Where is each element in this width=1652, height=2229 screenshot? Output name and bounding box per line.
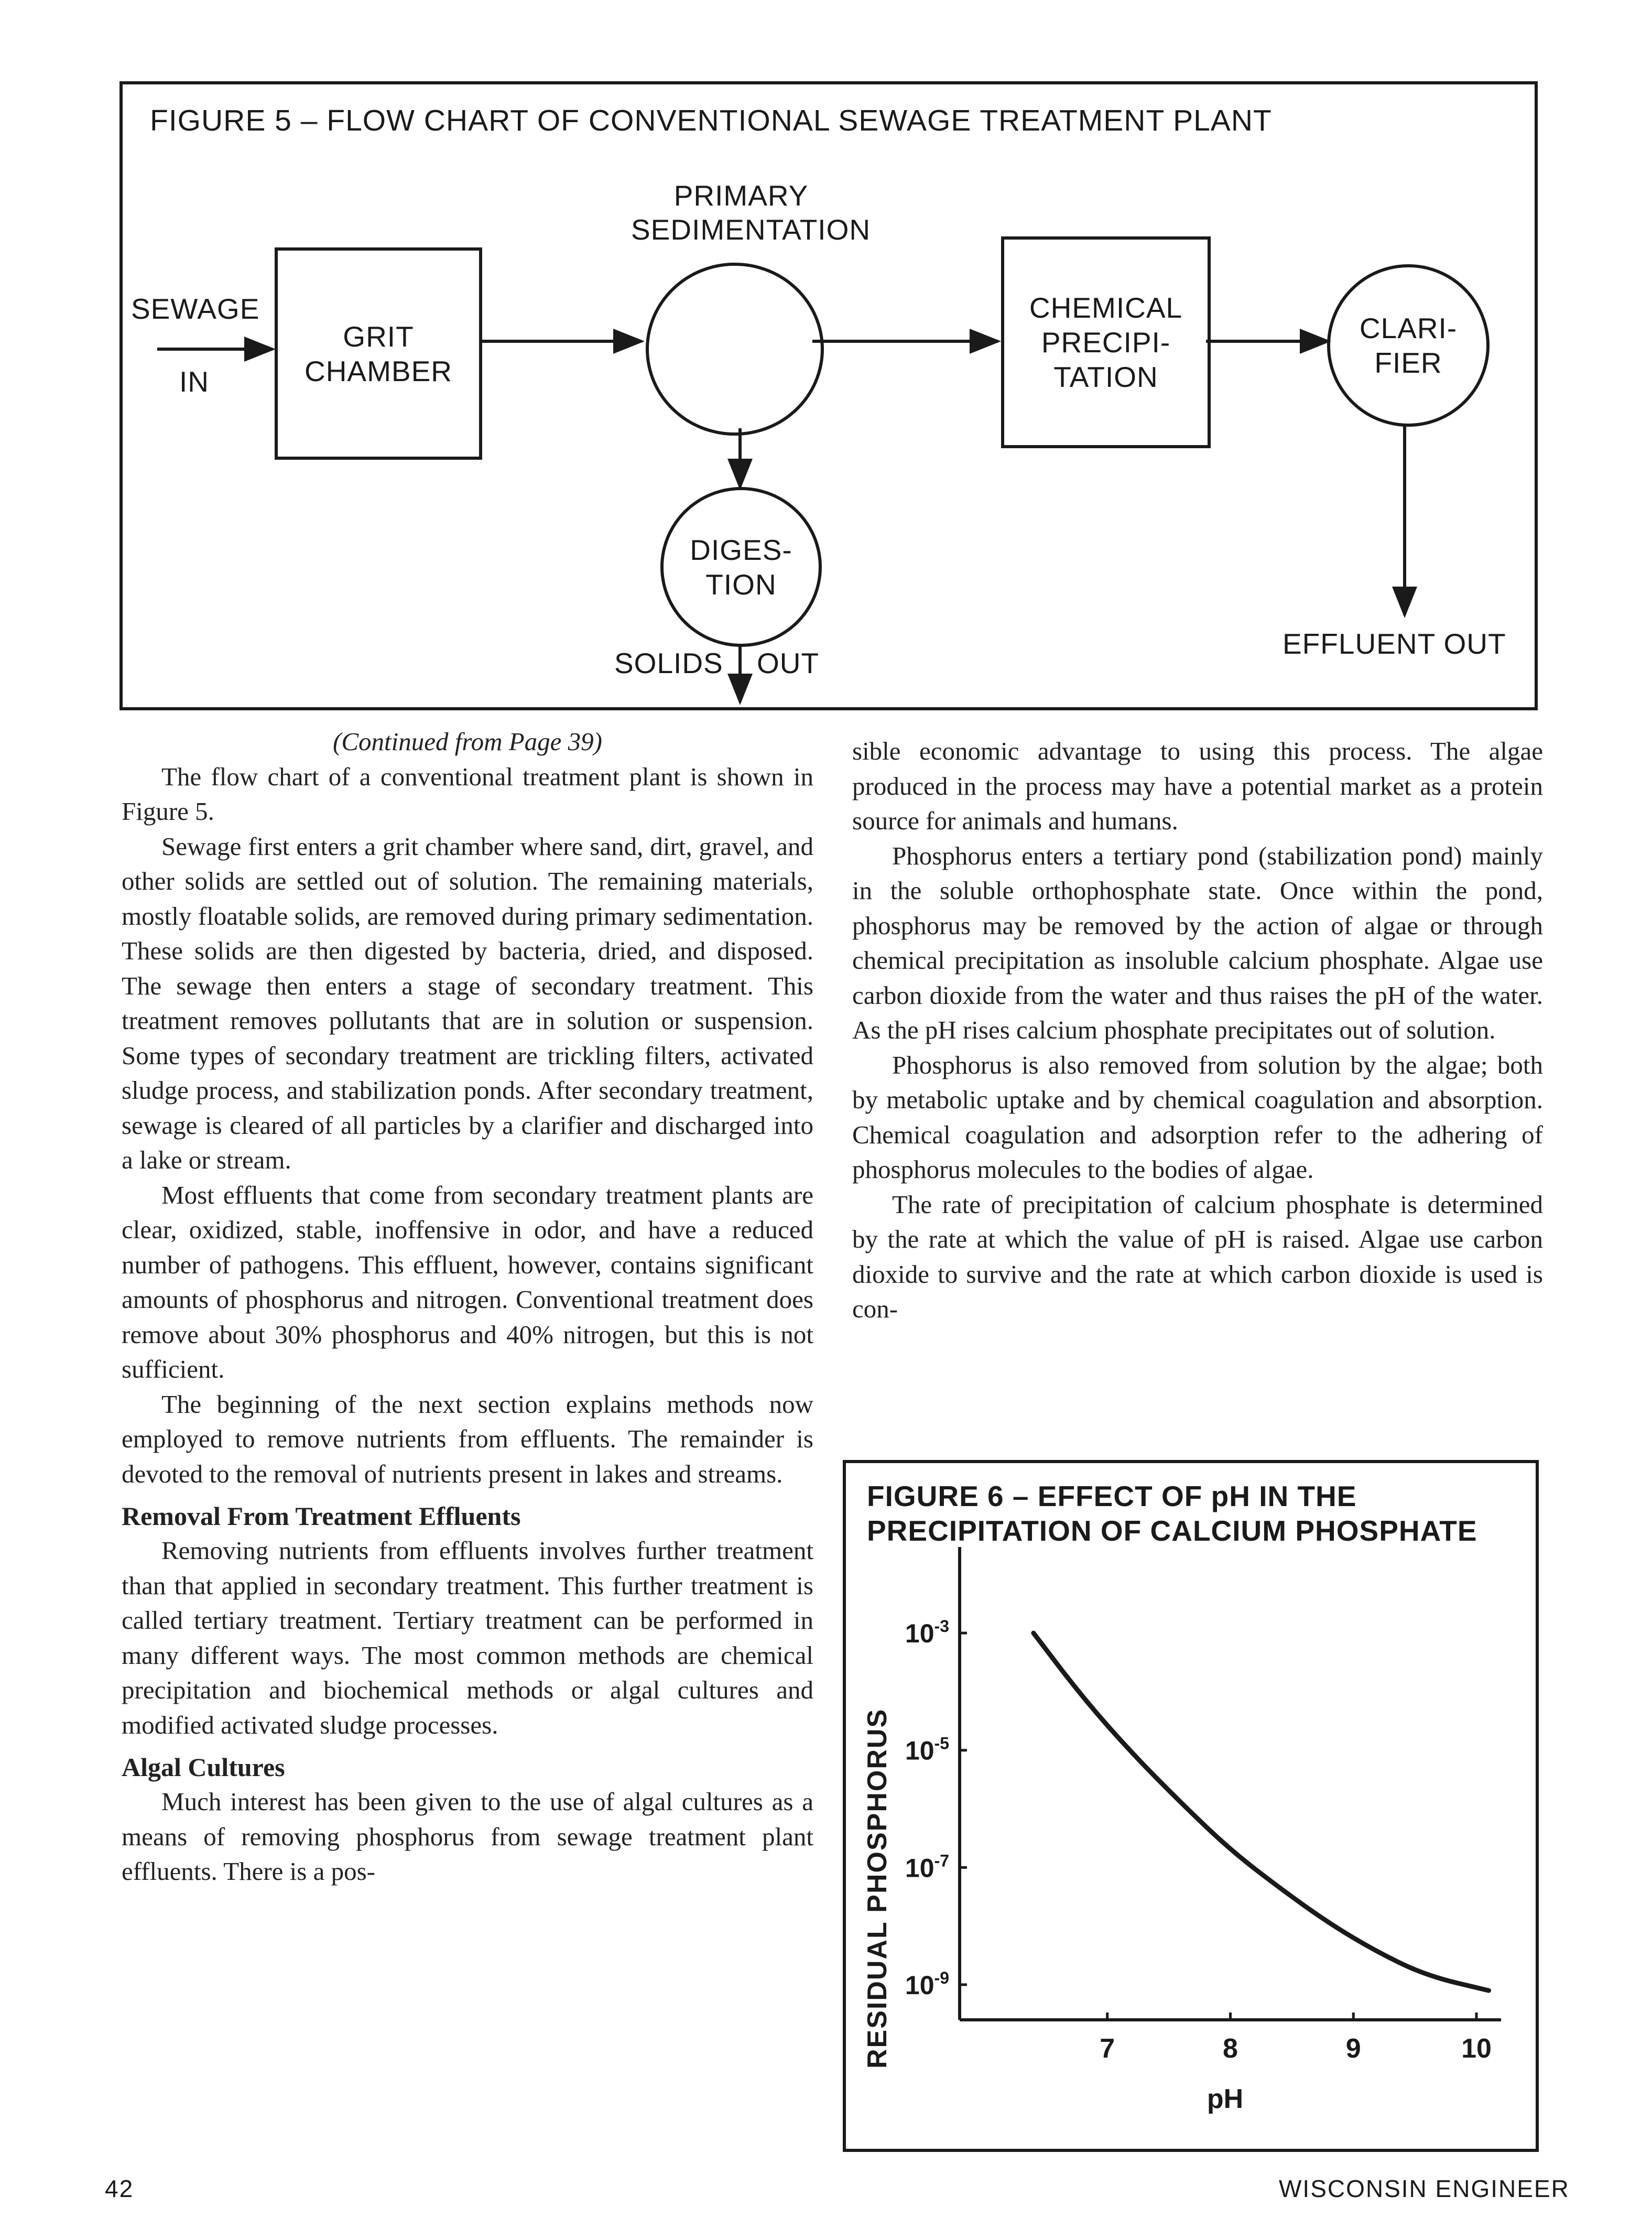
x-tick-label: 9 (1345, 2033, 1361, 2064)
article-left-column (122, 724, 813, 1889)
figure-5-flow-chart (119, 81, 1538, 710)
y-tick-label: $10^{-5}$ (905, 1734, 949, 1766)
continued-note: (Continued from Page 39) (333, 727, 602, 756)
x-tick-label: 7 (1100, 2033, 1115, 2064)
article-right-column (852, 734, 1543, 1327)
paragraph: Sewage first enters a grit chamber where sand, dirt, gravel, and other solids are settled out of solution. The remaining materials, mostly floatable solids, are removed during primary sedimentation. These solids are then digested by bacteria, dried, and disposed. The sewage then enters a stage of secondary treatment. This treatment removes pollutants that are in solution or suspension. Some types of secondary treatment are trickling filters, activated sludge process, and stabilization ponds. After secondary treatment, sewage is cleared of all particles by a clarifier and discharged into a lake or stream. (122, 831, 813, 1174)
x-tick-label: 10 (1461, 2033, 1492, 2064)
paragraph: The rate of precipitation of calcium phosphate is determined by the rate at which the value of pH is raised. Algae use carbon dioxide to survive and the rate at which carbon dioxide is used is con- (852, 1189, 1543, 1323)
x-tick-label: 8 (1223, 2033, 1238, 2064)
effluent-out-label: EFFLUENT OUT (1283, 627, 1506, 660)
paragraph: The beginning of the next section explains methods now employed to remove nutrients from effluents. The remainder is devoted to the removal of nutrients present in lakes and streams. (122, 1389, 813, 1488)
chart-y-axis-label: RESIDUAL PHOSPHORUS (862, 1708, 893, 2069)
figure-6-chart (843, 1460, 1539, 2152)
paragraph: The flow chart of a conventional treatment plant is shown in Figure 5. (122, 762, 813, 826)
chart-title: FIGURE 6 – EFFECT OF pH IN THE PRECIPITATION OF CALCIUM PHOSPHATE (867, 1480, 1477, 1547)
paragraph: Phosphorus is also removed from solution by the algae; both by metabolic uptake and by chemical coagulation and absorption. Chemical coagulation and adsorption refer to the adhering of phosphorus molecules to the bodies of algae. (852, 1050, 1543, 1184)
x-axis-label: pH (1207, 2084, 1244, 2114)
clarifier-circle: CLARI- FIER (1327, 264, 1490, 427)
paragraph: Removing nutrients from effluents involves further treatment than that applied in secondary treatment. This further treatment is called tertiary treatment. Tertiary treatment can be performed in many different ways. The most common methods are chemical precipitation and biochemical methods or algal cultures and modified activated sludge processes. (122, 1536, 813, 1739)
sewage-label: SEWAGE (131, 293, 260, 325)
y-tick-label: $10^{-3}$ (905, 1617, 949, 1649)
primary-sedimentation-label: PRIMARY SEDIMENTATION (631, 179, 871, 246)
section-heading-algal: Algal Cultures (122, 1752, 285, 1782)
solids-label: SOLIDS (614, 647, 723, 679)
grit-chamber-box: GRIT CHAMBER (275, 247, 482, 460)
page-number: 42 (105, 2175, 134, 2202)
primary-sedimentation-circle (646, 263, 824, 436)
paragraph: sible economic advantage to using this process. The algae produced in the process may have a potential market as a protein source for animals and humans. (852, 737, 1543, 835)
y-tick-label: $10^{-7}$ (905, 1851, 949, 1883)
publication-name: WISCONSIN ENGINEER (1279, 2175, 1570, 2202)
out-label: OUT (757, 647, 820, 679)
series-line (1034, 1633, 1489, 1990)
figure-5-title: FIGURE 5 – FLOW CHART OF CONVENTIONAL SEWAGE TREATMENT PLANT (150, 104, 1272, 137)
digestion-circle: DIGES- TION (660, 487, 822, 647)
y-tick-label: $10^{-9}$ (905, 1968, 949, 2000)
paragraph: Phosphorus enters a tertiary pond (stabilization pond) mainly in the soluble orthophosphate state. Once within the pond, phosphorus may be removed by the action of algae or through chemical precipitation as insoluble calcium phosphate. Algae use carbon dioxide from the water and thus raises the pH of the water. As the pH rises calcium phosphate precipitates out of solution. (852, 841, 1543, 1044)
in-label: IN (179, 365, 209, 398)
paragraph: Most effluents that come from secondary treatment plants are clear, oxidized, stable, inoffensive in odor, and have a reduced number of pathogens. This effluent, however, contains significant amounts of phosphorus and nitrogen. Conventional treatment does remove about 30% phosphorus and 40% nitrogen, but this is not sufficient. (122, 1180, 813, 1383)
paragraph: Much interest has been given to the use of algal cultures as a means of removing phosphorus from sewage treatment plant effluents. There is a pos- (122, 1787, 813, 1886)
chart-plot (846, 1463, 1536, 2149)
section-heading-removal: Removal From Treatment Effluents (122, 1501, 521, 1531)
chemical-precipitation-box: CHEMICAL PRECIPI- TATION (1001, 236, 1211, 448)
